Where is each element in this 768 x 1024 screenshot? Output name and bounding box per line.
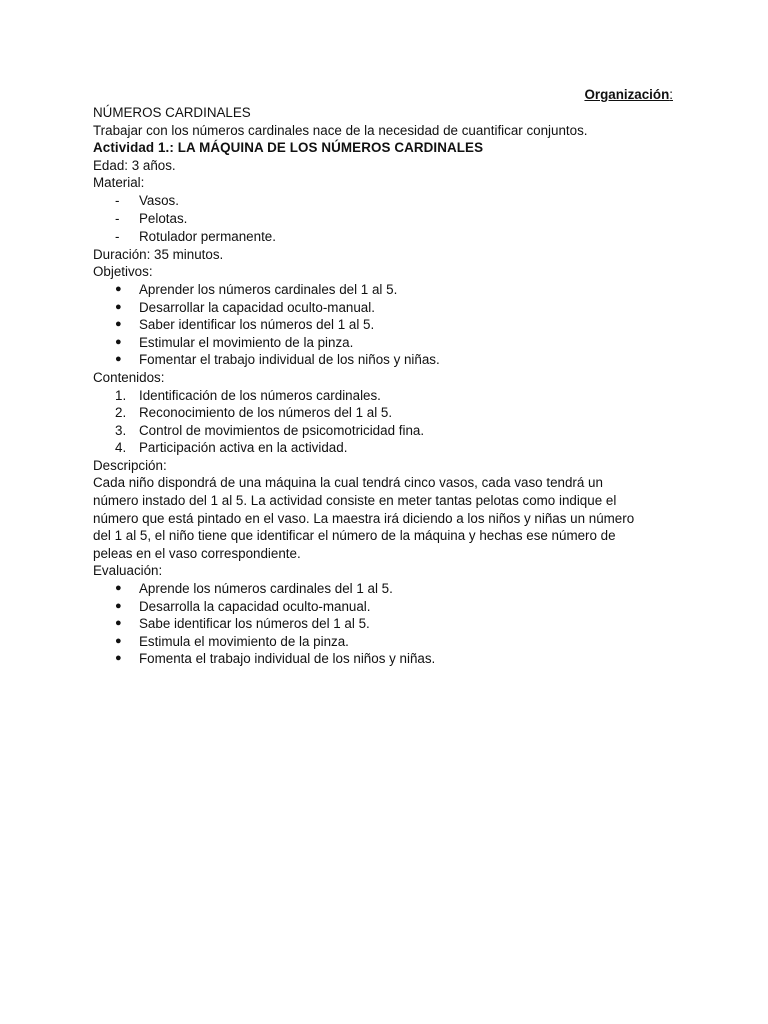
- contents-label: Contenidos:: [93, 369, 165, 385]
- objective-item: [93, 299, 673, 317]
- objective-item-text: Aprender los números cardinales del 1 al 5.: [139, 281, 398, 297]
- material-item: [93, 210, 673, 228]
- objective-item: [93, 334, 673, 352]
- bullet-marker: ●: [115, 353, 122, 366]
- evaluation-item-text: Estimula el movimiento de la pinza.: [139, 633, 349, 649]
- number-marker: 3.: [115, 422, 127, 438]
- content-item-text: Reconocimiento de los números del 1 al 5.: [139, 405, 393, 421]
- bullet-marker: ●: [115, 617, 122, 630]
- organization-heading: [93, 86, 673, 104]
- material-list: [93, 192, 673, 246]
- evaluation-item: [93, 650, 673, 668]
- content-item: [93, 404, 673, 422]
- description-line: del 1 al 5, el niño tiene que identificar el número de la máquina y hechas ese número de: [93, 528, 616, 544]
- activity-title: Actividad 1.: LA MÁQUINA DE LOS NÚMEROS CARDINALES: [93, 140, 484, 156]
- evaluation-item: [93, 598, 673, 616]
- material-item: [93, 228, 673, 246]
- description-line: número instado del 1 al 5. La actividad consiste en meter tantas pelotas como indique el: [93, 493, 617, 509]
- evaluation-label: Evaluación:: [93, 563, 163, 579]
- intro-text: Trabajar con los números cardinales nace de la necesidad de cuantificar conjuntos.: [93, 122, 588, 138]
- objective-item-text: Estimular el movimiento de la pinza.: [139, 334, 354, 350]
- dash-marker: -: [115, 192, 120, 208]
- bullet-marker: ●: [115, 599, 122, 612]
- number-marker: 2.: [115, 405, 127, 421]
- duration-text: Duración: 35 minutos.: [93, 246, 224, 262]
- evaluation-item-text: Desarrolla la capacidad oculto-manual.: [139, 598, 371, 614]
- description-line: Cada niño dispondrá de una máquina la cual tendrá cinco vasos, cada vaso tendrá un: [93, 475, 603, 491]
- objective-item: [93, 351, 673, 369]
- evaluation-item: [93, 580, 673, 598]
- bullet-marker: ●: [115, 634, 122, 647]
- evaluation-item-text: Sabe identificar los números del 1 al 5.: [139, 616, 370, 632]
- document-page: [93, 86, 673, 668]
- organization-heading-label: Organización: [584, 87, 670, 102]
- objective-item: [93, 316, 673, 334]
- description-label: Descripción:: [93, 457, 167, 473]
- evaluation-item: [93, 633, 673, 651]
- contents-list: [93, 387, 673, 457]
- bullet-marker: ●: [115, 318, 122, 331]
- description-paragraph: [93, 474, 673, 562]
- description-line: número que está pintado en el vaso. La maestra irá diciendo a los niños y niñas un número: [93, 510, 635, 526]
- material-item-text: Rotulador permanente.: [139, 229, 276, 245]
- number-marker: 4.: [115, 440, 127, 456]
- content-item: [93, 439, 673, 457]
- organization-heading-colon: :: [669, 87, 673, 102]
- dash-marker: -: [115, 229, 120, 245]
- age-text: Edad: 3 años.: [93, 157, 176, 173]
- bullet-marker: ●: [115, 300, 122, 313]
- objective-item-text: Saber identificar los números del 1 al 5.: [139, 317, 375, 333]
- content-item-text: Participación activa en la actividad.: [139, 440, 348, 456]
- objectives-label: Objetivos:: [93, 264, 153, 280]
- material-item: [93, 192, 673, 210]
- content-item: [93, 422, 673, 440]
- description-line: peleas en el vaso correspondiente.: [93, 545, 301, 561]
- objective-item: [93, 281, 673, 299]
- objective-item-text: Fomentar el trabajo individual de los niños y niñas.: [139, 352, 440, 368]
- objectives-list: [93, 281, 673, 369]
- evaluation-item-text: Fomenta el trabajo individual de los niños y niñas.: [139, 651, 436, 667]
- evaluation-list: [93, 580, 673, 668]
- document-title: NÚMEROS CARDINALES: [93, 105, 251, 120]
- evaluation-item-text: Aprende los números cardinales del 1 al 5.: [139, 581, 393, 597]
- material-item-text: Vasos.: [139, 192, 179, 208]
- dash-marker: -: [115, 210, 120, 226]
- bullet-marker: ●: [115, 582, 122, 595]
- number-marker: 1.: [115, 387, 127, 403]
- bullet-marker: ●: [115, 335, 122, 348]
- material-label: Material:: [93, 175, 145, 191]
- bullet-marker: ●: [115, 282, 122, 295]
- content-item-text: Identificación de los números cardinales.: [139, 387, 381, 403]
- bullet-marker: ●: [115, 652, 122, 665]
- objective-item-text: Desarrollar la capacidad oculto-manual.: [139, 299, 375, 315]
- content-item: [93, 387, 673, 405]
- evaluation-item: [93, 615, 673, 633]
- content-item-text: Control de movimientos de psicomotricidad fina.: [139, 422, 425, 438]
- material-item-text: Pelotas.: [139, 210, 188, 226]
